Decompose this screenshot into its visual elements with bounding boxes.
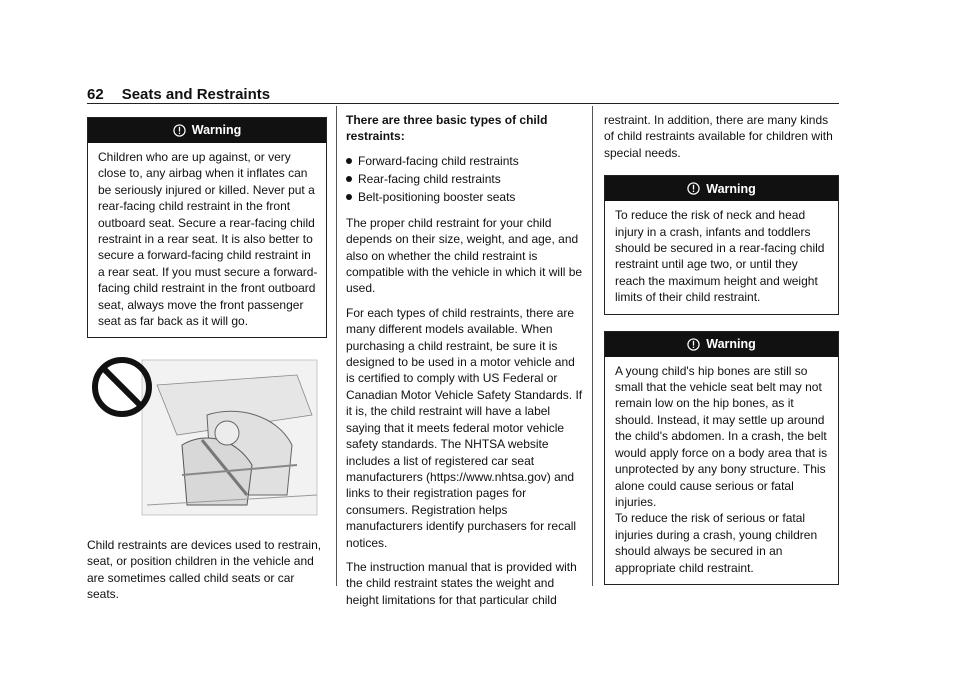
section-title: Seats and Restraints [121, 85, 271, 103]
paragraph: restraint. In addition, there are many kinds of child restraints available for children with special needs. [604, 113, 833, 160]
warning-body: To reduce the risk of neck and head injury in a crash, infants and toddlers should be secured in a rear-facing child restraint until age two, or until they reach the maximum height and weight limits of their child restraint. [615, 208, 825, 305]
warning-box-2 [604, 175, 839, 314]
warning-title: Warning [191, 123, 242, 138]
paragraph: The proper child restraint for your child depends on their size, weight, and age, and also on whether the child restraint is compatible with the vehicle in which it will be used. [346, 215, 583, 296]
types-list [346, 153, 584, 207]
right-column [604, 112, 839, 585]
warning-paragraph: A young child's hip bones are still so small that the vehicle seat belt may not remain low on the hip bones, as it should. Instead, it may settle up around the child's abdomen. In a crash, the belt would apply force on a body area that is unprotected by any bony structure. This alone could cause serious or fatal injuries. [615, 363, 828, 509]
left-column [87, 117, 327, 338]
column-divider-2 [592, 106, 593, 586]
child-seat-illustration [87, 345, 327, 520]
warning-box-1 [87, 117, 327, 338]
warning-body: Children who are up against, or very close to, any airbag when it inflates can be seriously injured or killed. Never put a rear-facing child restraint in the front outboard seat. Secure a rear-facing child restraint in a rear seat. It is also better to secure a forward-facing child restraint in a rear seat. If you must secure a forward-facing child restraint in the front outboard seat, always move the front passenger seat as far back as it will go. [98, 150, 318, 329]
list-item: Rear-facing child restraints [346, 171, 584, 189]
warning-title: Warning [706, 336, 756, 351]
page-number: 62 [87, 85, 104, 103]
warning-icon [687, 338, 700, 351]
warning-box-3 [604, 331, 839, 585]
child-restraints-intro: Child restraints are devices used to restrain, seat, or position children in the vehicle and are sometimes called child seats or car seats. [87, 538, 322, 602]
warning-header [605, 332, 838, 357]
column-divider-1 [336, 106, 337, 586]
paragraph: The instruction manual that is provided with the child restraint states the weight and height limitations for that particular child [346, 559, 577, 607]
warning-header [605, 176, 838, 201]
page-header [87, 84, 839, 104]
paragraph: For each types of child restraints, there are many different models available. When purchasing a child restraint, be sure it is designed to be used in a motor vehicle and is certified to comply with US Federal or Canadian Motor Vehicle Safety Standards. If it is, the child restraint will have a label saying that it meets federal motor vehicle safety standards. The NHTSA website includes a list of registered car seat manufacturers (https://www.nhtsa.gov) and links to their registration pages for consumers. Registration helps manufacturers identify purchasers for recall notices. [346, 305, 583, 550]
warning-paragraph: To reduce the risk of serious or fatal injuries during a crash, young children should always be secured in an appropriate child restraint. [615, 511, 818, 575]
warning-body [605, 357, 838, 584]
warning-icon [173, 124, 186, 137]
middle-column [346, 112, 584, 616]
list-item: Forward-facing child restraints [346, 153, 584, 171]
warning-header [88, 118, 326, 143]
bullet-icon [346, 158, 352, 164]
types-heading: There are three basic types of child restraints: [346, 113, 548, 144]
bullet-icon [346, 176, 352, 182]
prohibition-icon [95, 360, 149, 414]
header-rule [87, 103, 839, 104]
warning-title: Warning [706, 181, 756, 196]
list-item: Belt-positioning booster seats [346, 189, 584, 207]
warning-icon [687, 182, 700, 195]
bullet-icon [346, 194, 352, 200]
